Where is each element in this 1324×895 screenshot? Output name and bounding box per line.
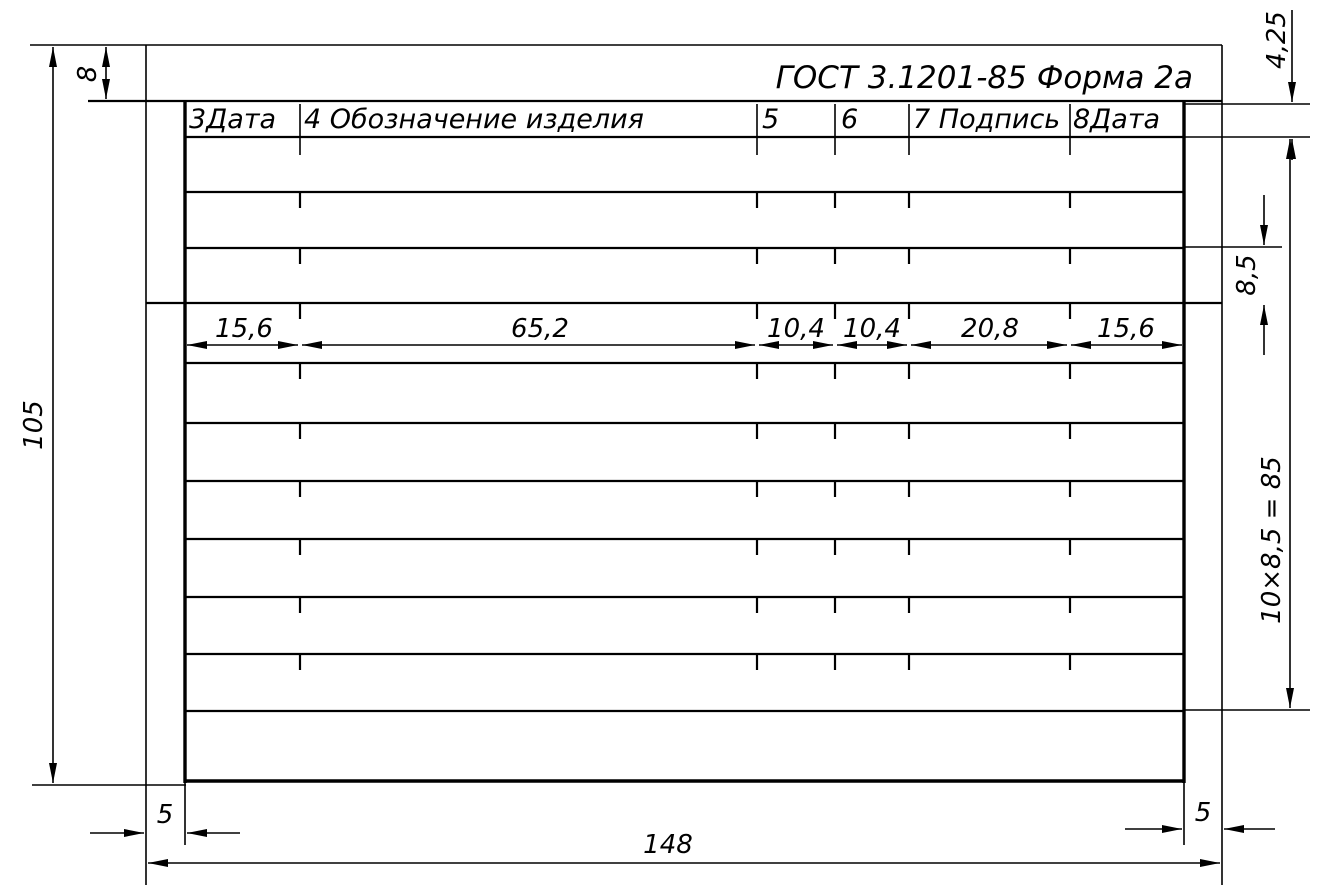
total-width-label: 148 <box>643 830 693 860</box>
column-header-product-designation: 4 Обозначение изделия <box>304 104 644 135</box>
column-header-6: 6 <box>841 104 859 135</box>
total-height-dimension <box>32 47 186 785</box>
width-label-col-5: 10,4 <box>767 314 825 344</box>
width-label-date-1: 15,6 <box>215 314 273 344</box>
width-label-date-2: 15,6 <box>1097 314 1155 344</box>
total-height-label: 105 <box>19 400 49 450</box>
top-margin-label: 8 <box>73 65 103 83</box>
rows-total-label: 10×8,5 = 85 <box>1257 456 1287 624</box>
column-header-date-2: 8Дата <box>1073 104 1161 135</box>
sheet-outline <box>146 45 1222 885</box>
table-row-lines <box>146 137 1222 711</box>
column-header-signature: 7 Подпись <box>913 104 1061 135</box>
form-title: ГОСТ 3.1201-85 Форма 2а <box>775 60 1193 96</box>
table-column-dividers <box>300 104 1070 670</box>
rows-total-dimension <box>1184 139 1310 710</box>
column-header-5: 5 <box>762 104 780 135</box>
width-label-designation: 65,2 <box>511 314 569 344</box>
left-margin-label: 5 <box>156 800 174 830</box>
table-frame <box>88 101 1222 783</box>
width-label-col-6: 10,4 <box>843 314 901 344</box>
column-header-date-1: 3Дата <box>189 104 277 135</box>
row-height-label: 8,5 <box>1232 254 1262 296</box>
right-margin-label: 5 <box>1194 798 1212 828</box>
top-right-label: 4,25 <box>1262 11 1292 69</box>
width-label-signature: 20,8 <box>961 314 1019 344</box>
